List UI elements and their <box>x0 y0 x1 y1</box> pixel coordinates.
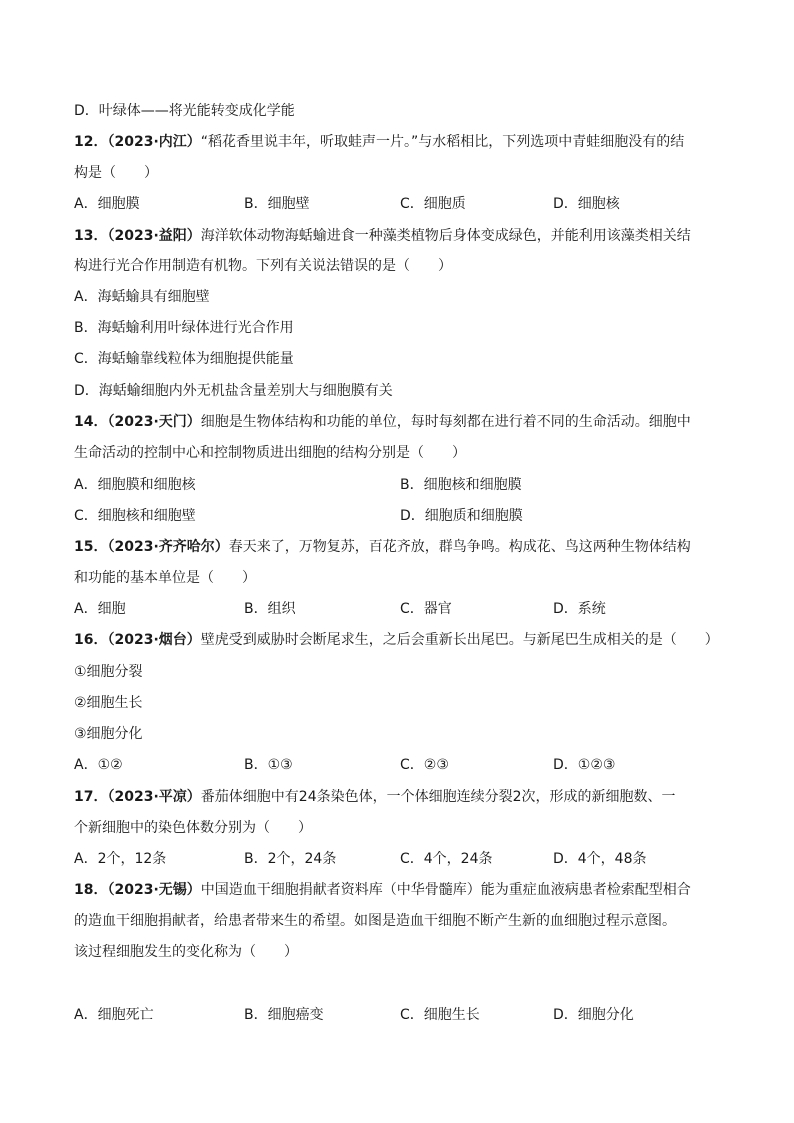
q14-option-a: A．细胞膜和细胞核 <box>74 477 196 493</box>
q18-option-a: A．细胞死亡 <box>74 1007 154 1023</box>
q17-option-d: D．4个，48条 <box>553 851 647 867</box>
question-source: （2023·天门） <box>107 414 201 430</box>
q17-option-c: C．4个，24条 <box>400 851 493 867</box>
q17-option-b: B．2个，24条 <box>244 851 337 867</box>
q16-option-c: C．②③ <box>400 757 449 773</box>
q12-option-a: A．细胞膜 <box>74 196 140 212</box>
question-13-line-1 <box>74 226 691 246</box>
question-source: （2023·内江） <box>107 134 201 150</box>
question-number: 13． <box>74 228 108 244</box>
question-number: 14． <box>74 414 108 430</box>
question-16-line-1 <box>74 630 719 650</box>
question-14-line-1 <box>74 412 691 432</box>
question-15-line-1 <box>74 537 691 557</box>
question-18-line-2: 的造血干细胞捐献者，给患者带来生的希望。如图是造血干细胞不断产生新的血细胞过程示意图。 <box>74 913 676 929</box>
q15-option-b: B．组织 <box>244 601 296 617</box>
question-12-line-2: 构是（ ） <box>74 165 158 181</box>
q16-item-3: ③细胞分化 <box>74 726 143 742</box>
q18-option-d: D．细胞分化 <box>553 1007 634 1023</box>
q17-option-a: A．2个，12条 <box>74 851 167 867</box>
q16-item-1: ①细胞分裂 <box>74 664 143 680</box>
question-text: 细胞是生物体结构和功能的单位，每时每刻都在进行着不同的生命活动。细胞中 <box>200 414 691 430</box>
q12-option-b: B．细胞壁 <box>244 196 310 212</box>
q18-option-c: C．细胞生长 <box>400 1007 480 1023</box>
q16-item-2: ②细胞生长 <box>74 695 143 711</box>
q14-option-c: C．细胞核和细胞壁 <box>74 508 196 524</box>
q18-option-b: B．细胞癌变 <box>244 1007 324 1023</box>
question-18-line-1 <box>74 880 691 900</box>
question-source: （2023·益阳） <box>107 228 201 244</box>
q13-option-d: D．海蛞蝓细胞内外无机盐含量差别大与细胞膜有关 <box>74 383 393 399</box>
question-source: （2023·无锡） <box>107 882 201 898</box>
previous-question-option-d: D．叶绿体——将光能转变成化学能 <box>74 103 295 119</box>
question-text: 壁虎受到威胁时会断尾求生，之后会重新长出尾巴。与新尾巴生成相关的是（ ） <box>200 632 719 648</box>
question-17-line-2: 个新细胞中的染色体数分别为（ ） <box>74 820 312 836</box>
q13-option-a: A．海蛞蝓具有细胞壁 <box>74 289 210 305</box>
q16-option-a: A．①② <box>74 757 123 773</box>
q15-option-c: C．器官 <box>400 601 452 617</box>
question-number: 15． <box>74 539 108 555</box>
q15-option-d: D．系统 <box>553 601 606 617</box>
q13-option-b: B．海蛞蝓利用叶绿体进行光合作用 <box>74 320 294 336</box>
question-text: “稻花香里说丰年，听取蛙声一片。”与水稻相比，下列选项中青蛙细胞没有的结 <box>200 134 685 150</box>
question-text: 番茄体细胞中有24条染色体，一个体细胞连续分裂2次，形成的新细胞数、一 <box>200 789 676 805</box>
question-text: 海洋软体动物海蛞蝓进食一种藻类植物后身体变成绿色，并能利用该藻类相关结 <box>200 228 691 244</box>
question-number: 12． <box>74 134 108 150</box>
question-15-line-2: 和功能的基本单位是（ ） <box>74 570 256 586</box>
question-source: （2023·齐齐哈尔） <box>107 539 229 555</box>
q14-option-b: B．细胞核和细胞膜 <box>400 477 522 493</box>
q16-option-d: D．①②③ <box>553 757 616 773</box>
question-source: （2023·平凉） <box>107 789 201 805</box>
question-12-line-1 <box>74 132 684 152</box>
question-number: 17． <box>74 789 108 805</box>
question-source: （2023·烟台） <box>107 632 201 648</box>
question-text: 春天来了，万物复苏，百花齐放，群鸟争鸣。构成花、鸟这两种生物体结构 <box>228 539 691 555</box>
q12-option-d: D．细胞核 <box>553 196 620 212</box>
q14-option-d: D．细胞质和细胞膜 <box>400 508 523 524</box>
question-18-line-3: 该过程细胞发生的变化称为（ ） <box>74 944 298 960</box>
question-number: 18． <box>74 882 108 898</box>
question-14-line-2: 生命活动的控制中心和控制物质进出细胞的结构分别是（ ） <box>74 445 466 461</box>
q12-option-c: C．细胞质 <box>400 196 466 212</box>
q15-option-a: A．细胞 <box>74 601 126 617</box>
q13-option-c: C．海蛞蝓靠线粒体为细胞提供能量 <box>74 351 294 367</box>
question-number: 16． <box>74 632 108 648</box>
q16-option-b: B．①③ <box>244 757 293 773</box>
question-17-line-1 <box>74 787 676 807</box>
question-text: 中国造血干细胞捐献者资料库（中华骨髓库）能为重症血液病患者检索配型相合 <box>200 882 691 898</box>
question-13-line-2: 构进行光合作用制造有机物。下列有关说法错误的是（ ） <box>74 258 452 274</box>
